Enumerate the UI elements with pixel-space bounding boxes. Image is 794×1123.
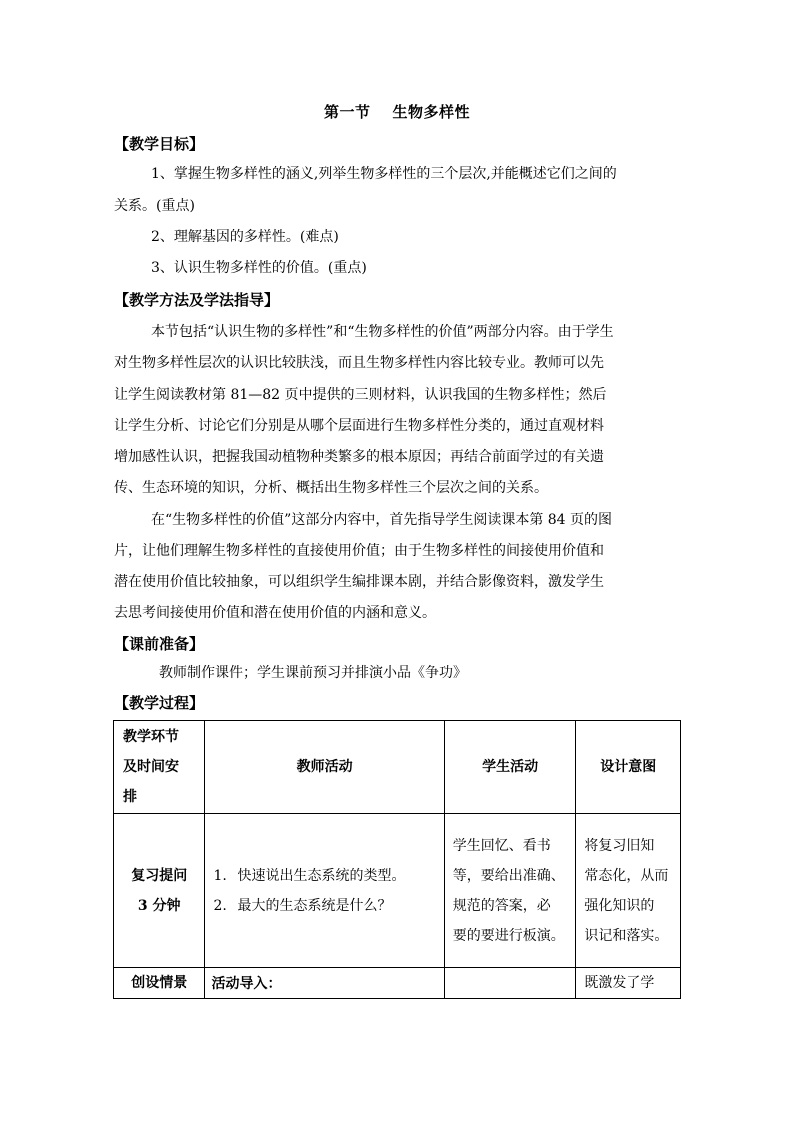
methods-line: 在“生物多样性的价值”这部分内容中，首先指导学生阅读课本第 84 页的图 <box>151 512 613 528</box>
objective-line: 2、理解基因的多样性。(难点) <box>151 229 339 245</box>
header-teacher: 教师活动 <box>205 721 444 814</box>
heading-prep: 【课前准备】 <box>114 635 205 653</box>
student-cell <box>444 968 576 999</box>
header-intent: 设计意图 <box>576 721 681 814</box>
stage-cell: 创设情景 <box>114 968 205 999</box>
heading-process: 【教学过程】 <box>114 694 205 712</box>
methods-line: 去思考间接使用价值和潜在使用价值的内涵和意义。 <box>114 605 436 621</box>
header-stage: 教学环节 及时间安 排 <box>114 721 205 814</box>
objective-line: 关系。(重点) <box>114 198 195 214</box>
methods-line: 传、生态环境的知识，分析、概括出生物多样性三个层次之间的关系。 <box>114 480 548 496</box>
methods-line: 本节包括“认识生物的多样性”和“生物多样性的价值”两部分内容。由于学生 <box>151 324 614 340</box>
table-row <box>114 968 681 999</box>
teacher-cell: 活动导入： <box>205 968 444 999</box>
methods-line: 让学生分析、讨论它们分别是从哪个层面进行生物多样性分类的，通过直观材料 <box>114 418 604 434</box>
methods-line: 潜在使用价值比较抽象，可以组织学生编排课本剧，并结合影像资料，激发学生 <box>114 574 604 590</box>
question-item: 1. 快速说出生态系统的类型。 <box>213 867 406 884</box>
question-item: 2. 最大的生态系统是什么？ <box>213 897 392 914</box>
heading-methods: 【教学方法及学法指导】 <box>114 291 280 309</box>
objective-line: 3、认识生物多样性的价值。(重点) <box>151 260 367 276</box>
title-section-number: 第一节 <box>323 103 371 121</box>
prep-text: 教师制作课件；学生课前预习并排演小品《争功》 <box>159 665 467 681</box>
intent-cell: 将复习旧知 常态化，从而 强化知识的 识记和落实。 <box>576 814 681 968</box>
methods-line: 增加感性认识，把握我国动植物种类繁多的根本原因；再结合前面学过的有关遗 <box>114 449 604 465</box>
intent-cell: 既激发了学 <box>576 968 681 999</box>
stage-cell: 复习提问 3 分钟 <box>114 814 205 968</box>
title-topic: 生物多样性 <box>392 103 471 121</box>
methods-line: 让学生阅读教材第 81—82 页中提供的三则材料，认识我国的生物多样性；然后 <box>114 387 607 403</box>
methods-line: 片，让他们理解生物多样性的直接使用价值；由于生物多样性的间接使用价值和 <box>114 543 604 559</box>
student-cell: 学生回忆、看书 等，要给出准确、 规范的答案，必 要的要进行板演。 <box>444 814 576 968</box>
table-row <box>114 814 681 968</box>
methods-line: 对生物多样性层次的认识比较肤浅，而且生物多样性内容比较专业。教师可以先 <box>114 355 604 371</box>
teacher-cell <box>205 814 444 968</box>
objective-line: 1、掌握生物多样性的涵义,列举生物多样性的三个层次,并能概述它们之间的 <box>151 166 617 182</box>
heading-objectives: 【教学目标】 <box>114 135 205 153</box>
table-header-row <box>114 721 681 814</box>
header-student: 学生活动 <box>444 721 576 814</box>
page-title <box>0 101 794 123</box>
teaching-process-table <box>113 720 681 999</box>
